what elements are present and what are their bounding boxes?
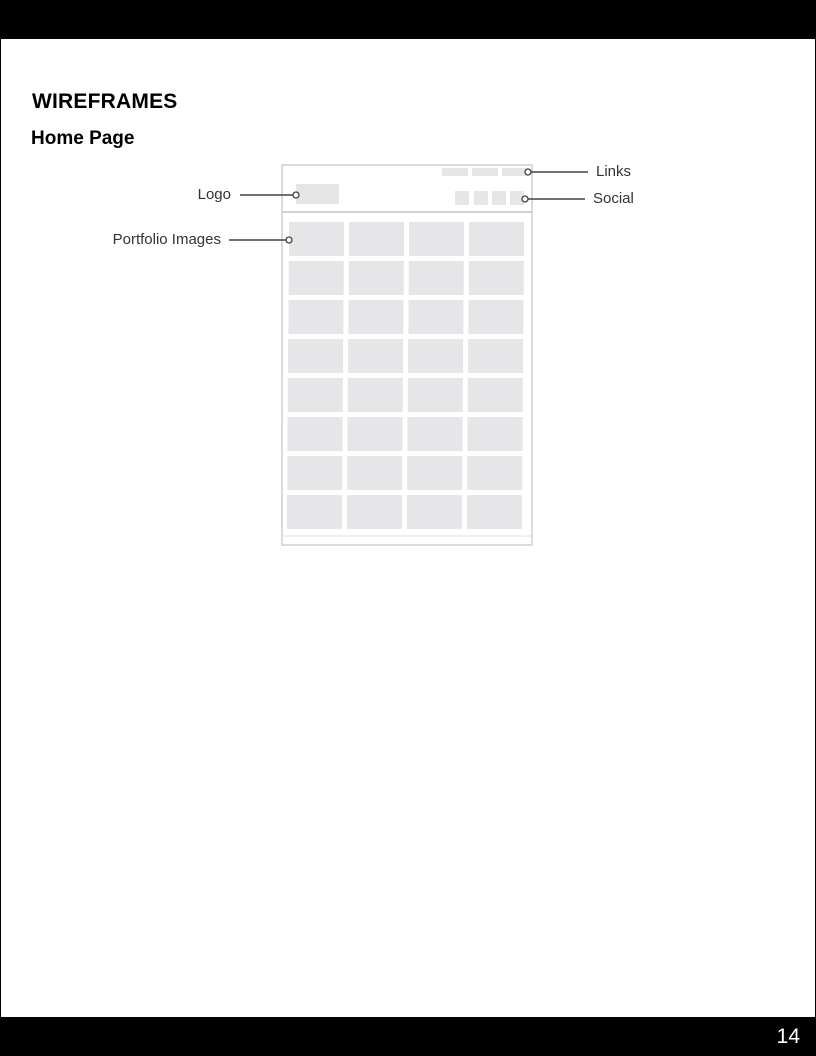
portfolio-image-placeholder (348, 417, 403, 451)
portfolio-image-placeholder (349, 261, 404, 295)
portfolio-image-placeholder (287, 456, 342, 490)
nav-link-placeholder (472, 168, 498, 176)
links-callout-dot (525, 169, 531, 175)
portfolio-image-placeholder (409, 222, 464, 256)
nav-link-placeholder (442, 168, 468, 176)
portfolio-image-placeholder (468, 378, 523, 412)
portfolio-image-placeholder (468, 417, 523, 451)
portfolio-image-placeholder (348, 339, 403, 373)
portfolio-callout-label: Portfolio Images (112, 231, 221, 248)
portfolio-image-placeholder (408, 417, 463, 451)
social-icon-placeholder (474, 191, 488, 205)
nav-link-placeholder (502, 168, 528, 176)
portfolio-image-placeholder (288, 300, 343, 334)
portfolio-callout-dot (286, 237, 292, 243)
social-icon-placeholder (455, 191, 469, 205)
portfolio-image-placeholder (467, 495, 522, 529)
portfolio-image-placeholder (347, 495, 402, 529)
portfolio-image-placeholder (407, 495, 462, 529)
portfolio-image-placeholder (288, 378, 343, 412)
page-number: 14 (776, 1025, 800, 1048)
social-callout-label: Social (593, 190, 634, 207)
logo-callout-dot (293, 192, 299, 198)
portfolio-image-placeholder (288, 417, 343, 451)
links-callout-label: Links (596, 163, 632, 180)
portfolio-image-placeholder (409, 261, 464, 295)
portfolio-image-placeholder (349, 222, 404, 256)
social-callout-dot (522, 196, 528, 202)
portfolio-image-placeholder (469, 261, 524, 295)
portfolio-image-placeholder (348, 378, 403, 412)
portfolio-image-placeholder (289, 222, 344, 256)
portfolio-image-placeholder (347, 456, 402, 490)
portfolio-image-placeholder (408, 339, 463, 373)
footer-bar (0, 1017, 816, 1056)
portfolio-image-placeholder (408, 300, 463, 334)
logo-callout-label: Logo (197, 186, 231, 203)
portfolio-image-placeholder (468, 300, 523, 334)
portfolio-image-placeholder (407, 456, 462, 490)
portfolio-image-placeholder (289, 261, 344, 295)
social-icon-placeholder (492, 191, 506, 205)
portfolio-image-placeholder (348, 300, 403, 334)
portfolio-image-placeholder (467, 456, 522, 490)
logo-placeholder (296, 184, 339, 204)
section-title: WIREFRAMES (32, 90, 178, 113)
portfolio-image-placeholder (408, 378, 463, 412)
portfolio-image-placeholder (288, 339, 343, 373)
portfolio-image-placeholder (468, 339, 523, 373)
portfolio-image-placeholder (287, 495, 342, 529)
subsection-title: Home Page (31, 128, 135, 149)
portfolio-image-placeholder (469, 222, 524, 256)
